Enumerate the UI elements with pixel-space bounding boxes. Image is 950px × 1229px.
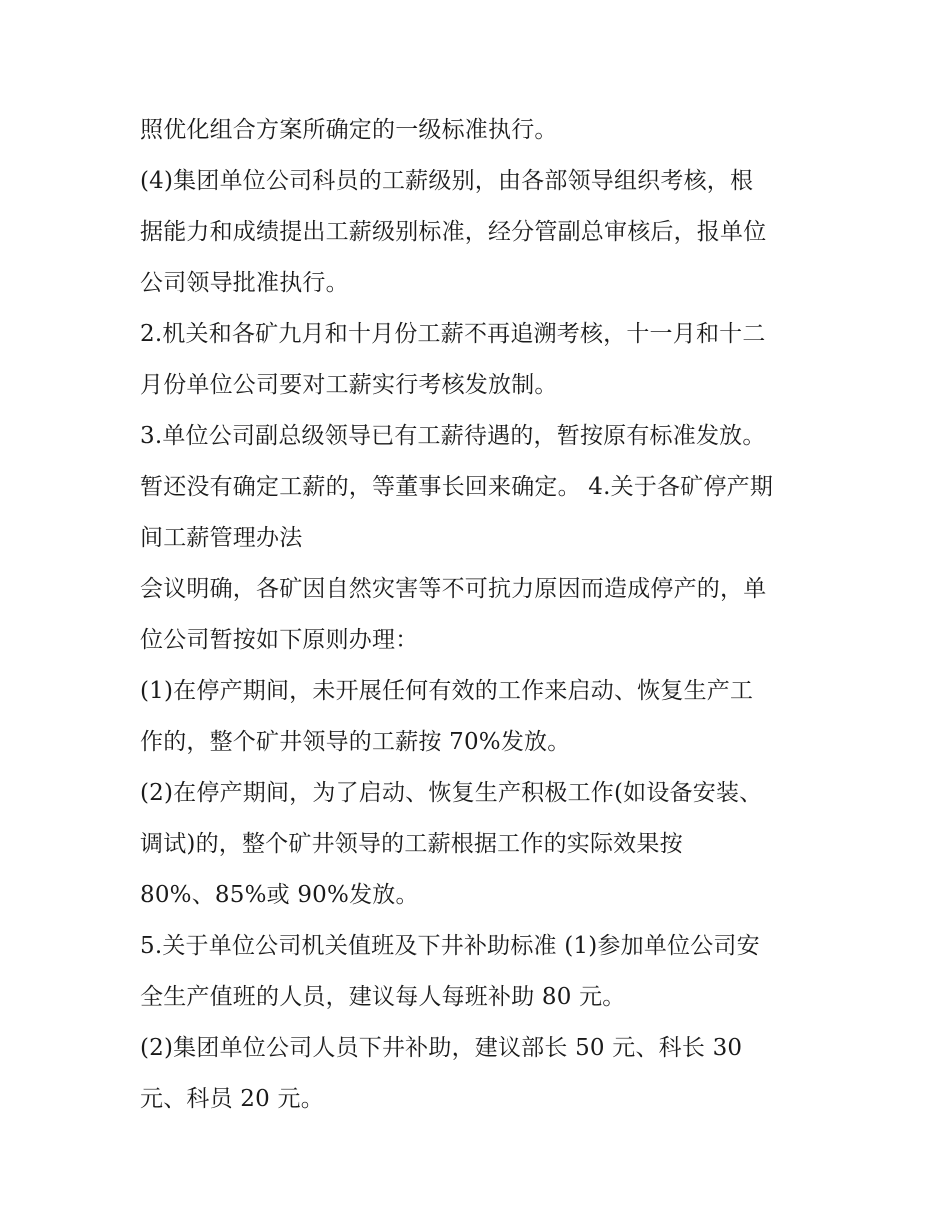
text-line: 80%、85%或 90%发放。 — [140, 882, 419, 908]
text-line: 据能力和成绩提出工薪级别标准，经分管副总审核后，报单位 — [140, 219, 767, 245]
text-line: 调试)的，整个矿井领导的工薪根据工作的实际效果按 — [140, 831, 683, 857]
text-line: 元、科员 20 元。 — [140, 1086, 324, 1112]
text-line: 全生产值班的人员，建议每人每班补助 80 元。 — [140, 984, 626, 1010]
text-line: 2.机关和各矿九月和十月份工薪不再追溯考核，十一月和十二 — [140, 321, 766, 347]
text-line: (2)在停产期间，为了启动、恢复生产积极工作(如设备安装、 — [140, 780, 763, 806]
text-line: 暂还没有确定工薪的，等董事长回来确定。 4.关于各矿停产期 — [140, 474, 774, 500]
text-line: 会议明确，各矿因自然灾害等不可抗力原因而造成停产的，单 — [140, 576, 767, 602]
text-line: 3.单位公司副总级领导已有工薪待遇的，暂按原有标准发放。 — [140, 423, 766, 449]
text-line: (4)集团单位公司科员的工薪级别，由各部领导组织考核，根 — [140, 168, 754, 194]
text-line: (2)集团单位公司人员下井补助，建议部长 50 元、科长 30 — [140, 1035, 743, 1061]
text-line: (1)在停产期间，未开展任何有效的工作来启动、恢复生产工 — [140, 678, 754, 704]
text-line: 公司领导批准执行。 — [140, 270, 349, 296]
document-body — [140, 105, 820, 1125]
text-line: 位公司暂按如下原则办理： — [140, 627, 419, 653]
text-line: 作的，整个矿井领导的工薪按 70%发放。 — [140, 729, 571, 755]
text-line: 5.关于单位公司机关值班及下井补助标准 (1)参加单位公司安 — [140, 933, 760, 959]
text-line: 月份单位公司要对工薪实行考核发放制。 — [140, 372, 558, 398]
text-line: 照优化组合方案所确定的一级标准执行。 — [140, 117, 558, 143]
text-line: 间工薪管理办法 — [140, 525, 303, 551]
